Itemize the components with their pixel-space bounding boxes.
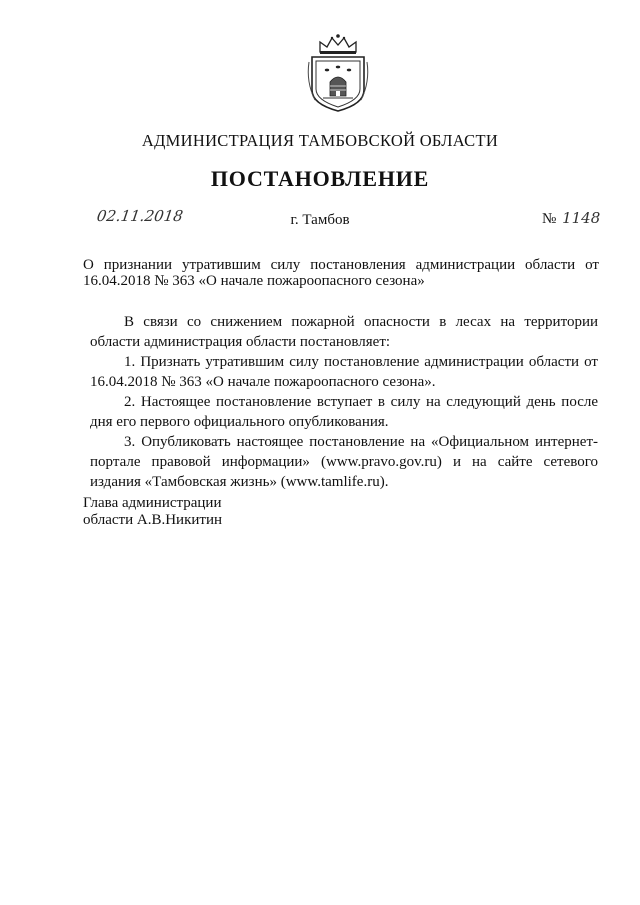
signature-name: области А.В.Никитин (83, 512, 223, 528)
document-subject: О признании утратившим силу постановления администрации области от 16.04.2018 № 363 «О начале пожароопасного сезона» (83, 257, 599, 289)
preamble-paragraph: В связи со снижением пожарной опасности в лесах на территории области администрация области постановляет: (90, 314, 598, 350)
document-body (90, 312, 598, 492)
document-city: г. Тамбов (290, 212, 350, 228)
number-label: № (542, 211, 557, 227)
signature-block (83, 495, 222, 529)
number-value: 1148 (562, 209, 601, 227)
organization-name: АДМИНИСТРАЦИЯ ТАМБОВСКОЙ ОБЛАСТИ (141, 131, 499, 150)
clause-3-paragraph: 3. Опубликовать настоящее постановление на «Официальном интернет-портале правовой информации» (www.pravo.gov.ru) и на сайте сетевого издания «Тамбовская жизнь» (www.tamlife.ru). (90, 434, 598, 490)
document-number (542, 209, 600, 228)
signature-position: Глава администрации (83, 495, 222, 511)
clause-1-paragraph: 1. Признать утратившим силу постановление администрации области от 16.04.2018 № 363 «О начале пожароопасного сезона». (90, 354, 598, 390)
clause-2-paragraph: 2. Настоящее постановление вступает в силу на следующий день после дня его первого официального опубликования. (90, 394, 598, 430)
document-type-title: ПОСТАНОВЛЕНИЕ (210, 166, 430, 191)
document-date: 02.11.2018 (95, 207, 185, 225)
coat-of-arms-icon (303, 32, 373, 114)
